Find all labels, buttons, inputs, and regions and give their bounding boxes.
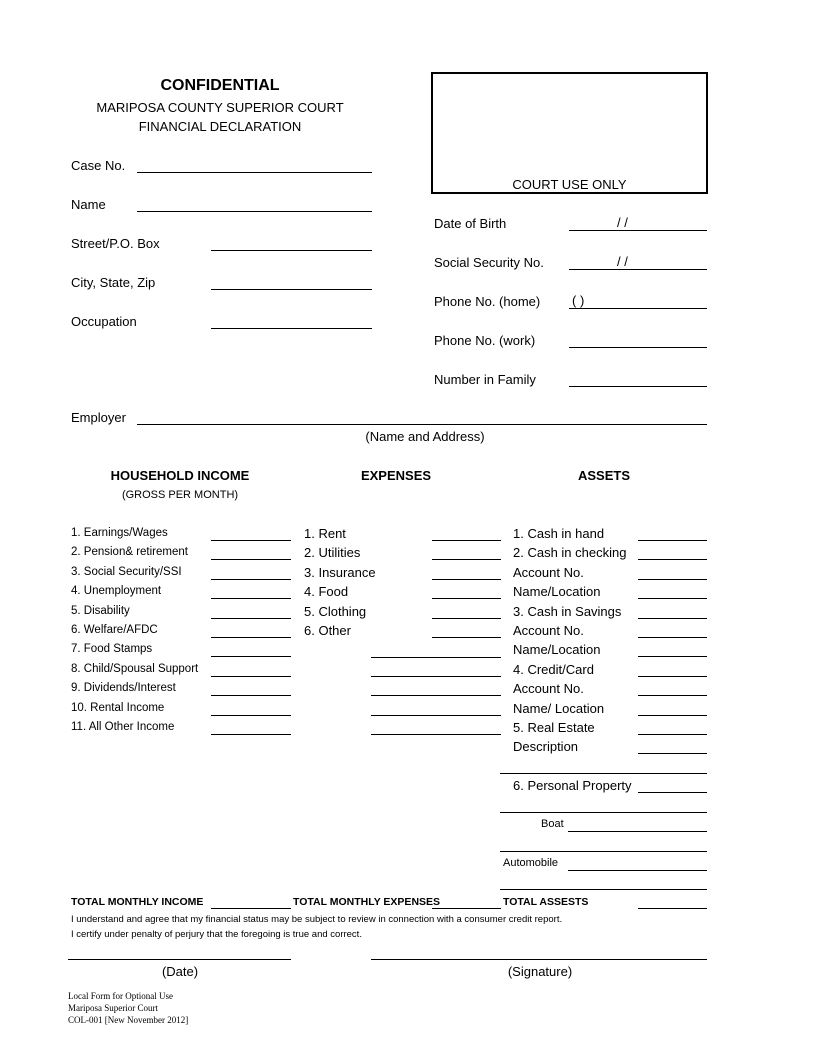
asset-item-field[interactable] (638, 695, 707, 696)
income-item-field[interactable] (211, 695, 291, 696)
total-expenses-label: TOTAL MONTHLY EXPENSES (293, 896, 441, 908)
asset-item-field[interactable] (638, 656, 707, 657)
dob-field[interactable] (569, 230, 707, 231)
assets-heading: ASSETS (577, 468, 630, 483)
boat-label: Boat (541, 818, 564, 830)
signature-field[interactable] (371, 959, 707, 960)
income-item-field[interactable] (211, 540, 291, 541)
asset-item-label: 4. Credit/Card (513, 661, 594, 677)
family-label: Number in Family (434, 372, 536, 387)
court-use-label: COURT USE ONLY (512, 177, 627, 192)
automobile-field[interactable] (568, 870, 707, 871)
expense-item-label: 5. Clothing (304, 603, 367, 619)
income-item-label: 8. Child/Spousal Support (71, 662, 199, 675)
expense-item-field[interactable] (432, 540, 501, 541)
city-label: City, State, Zip (71, 275, 156, 290)
asset-item-field[interactable] (638, 734, 707, 735)
income-item-field[interactable] (211, 579, 291, 580)
asset-item-label: 2. Cash in checking (513, 545, 627, 561)
asset-item-field[interactable] (638, 598, 707, 599)
personal-property-field[interactable] (638, 792, 707, 793)
footer-line-3: COL-001 [New November 2012] (68, 1015, 189, 1025)
phone-home-field[interactable] (569, 308, 707, 309)
personal-property-label: 6. Personal Property (513, 778, 632, 793)
name-label: Name (71, 197, 106, 212)
footer-line-2: Mariposa Superior Court (68, 1003, 158, 1013)
employer-label: Employer (71, 410, 126, 425)
asset-item-field[interactable] (638, 715, 707, 716)
income-heading: HOUSEHOLD INCOME (110, 468, 250, 483)
total-assets-label: TOTAL ASSESTS (503, 896, 589, 908)
case-no-label: Case No. (71, 158, 126, 173)
total-income-label: TOTAL MONTHLY INCOME (71, 896, 204, 908)
asset-item-label: Account No. (513, 623, 584, 638)
date-label: (Date) (161, 964, 199, 979)
employer-sublabel: (Name and Address) (365, 429, 485, 444)
asset-item-label: Account No. (513, 564, 584, 580)
expense-item-label: 2. Utilities (304, 545, 361, 561)
city-field[interactable] (211, 289, 372, 290)
dob-format: / / (617, 215, 628, 230)
income-item-label: 2. Pension& retirement (71, 546, 188, 559)
name-field[interactable] (137, 211, 372, 212)
total-income-field[interactable] (211, 908, 291, 909)
income-item-field[interactable] (211, 715, 291, 716)
expense-item-label: 6. Other (304, 623, 351, 638)
asset-item-field[interactable] (638, 540, 707, 541)
asset-item-field[interactable] (638, 676, 707, 677)
asset-item-field[interactable] (638, 637, 707, 638)
credit-statement: I understand and agree that my financial status may be subject to review in connection with a consumer credit report. (71, 914, 563, 925)
income-item-field[interactable] (211, 637, 291, 638)
income-item-label: 9. Dividends/Interest (71, 682, 176, 695)
income-item-label: 3. Social Security/SSI (71, 565, 182, 578)
perjury-statement: I certify under penalty of perjury that the foregoing is true and correct. (71, 929, 362, 940)
document-title: FINANCIAL DECLARATION (138, 119, 302, 134)
ssn-format: / / (617, 254, 628, 269)
street-label: Street/P.O. Box (71, 236, 160, 251)
expense-item-field[interactable] (432, 579, 501, 580)
income-subheading: (GROSS PER MONTH) (121, 489, 239, 501)
expenses-heading: EXPENSES (360, 468, 432, 483)
expense-item-label: 1. Rent (304, 526, 346, 541)
asset-item-label: Name/ Location (513, 700, 605, 716)
phone-home-format: ( ) (572, 293, 585, 308)
asset-item-label: Description (513, 739, 579, 755)
date-field[interactable] (68, 959, 291, 960)
personal-property-line[interactable] (500, 812, 707, 813)
expense-item-label: 3. Insurance (304, 564, 376, 580)
court-use-box (431, 72, 708, 194)
street-field[interactable] (211, 250, 372, 251)
expense-blank-line[interactable] (371, 715, 501, 716)
signature-label: (Signature) (507, 964, 573, 979)
expense-blank-line[interactable] (371, 657, 501, 658)
total-expenses-field[interactable] (432, 908, 501, 909)
family-field[interactable] (569, 386, 707, 387)
form-footer (68, 990, 188, 1026)
employer-field[interactable] (137, 424, 707, 425)
income-item-field[interactable] (211, 676, 291, 677)
asset-item-field[interactable] (638, 618, 707, 619)
income-item-field[interactable] (211, 734, 291, 735)
income-item-label: 11. All Other Income (71, 721, 175, 733)
income-item-label: 4. Unemployment (71, 585, 162, 598)
phone-home-label: Phone No. (home) (434, 294, 541, 309)
total-assets-field[interactable] (638, 908, 707, 909)
income-item-label: 1. Earnings/Wages (71, 527, 168, 539)
income-item-label: 10. Rental Income (71, 701, 165, 714)
ssn-field[interactable] (569, 269, 707, 270)
income-item-field[interactable] (211, 598, 291, 599)
asset-item-label: 3. Cash in Savings (513, 603, 622, 619)
boat-line[interactable] (500, 851, 707, 852)
case-no-field[interactable] (137, 172, 372, 173)
phone-work-field[interactable] (569, 347, 707, 348)
footer-line-1: Local Form for Optional Use (68, 991, 173, 1001)
phone-work-label: Phone No. (work) (434, 333, 536, 348)
income-item-label: 6. Welfare/AFDC (71, 624, 158, 636)
expense-item-field[interactable] (432, 637, 501, 638)
asset-item-label: Name/Location (513, 584, 601, 600)
occupation-field[interactable] (211, 328, 372, 329)
asset-item-field[interactable] (638, 753, 707, 754)
expense-item-field[interactable] (432, 598, 501, 599)
expense-blank-line[interactable] (371, 676, 501, 677)
income-item-field[interactable] (211, 559, 291, 560)
income-item-label: 5. Disability (71, 604, 130, 617)
dob-label: Date of Birth (434, 216, 507, 231)
income-item-label: 7. Food Stamps (71, 643, 153, 656)
expense-item-field[interactable] (432, 618, 501, 619)
occupation-label: Occupation (71, 314, 137, 329)
expense-blank-line[interactable] (371, 695, 501, 696)
automobile-label: Automobile (503, 857, 559, 869)
asset-item-label: 5. Real Estate (513, 720, 595, 735)
boat-field[interactable] (568, 831, 707, 832)
expense-item-label: 4. Food (304, 584, 349, 600)
asset-item-label: 1. Cash in hand (513, 526, 605, 541)
asset-item-field[interactable] (638, 559, 707, 560)
court-name: MARIPOSA COUNTY SUPERIOR COURT (96, 100, 344, 115)
real-estate-description-line[interactable] (500, 773, 707, 774)
confidential-heading: CONFIDENTIAL (160, 77, 280, 94)
expense-item-field[interactable] (432, 559, 501, 560)
income-item-field[interactable] (211, 656, 291, 657)
automobile-line[interactable] (500, 889, 707, 890)
expense-blank-line[interactable] (371, 734, 501, 735)
income-item-field[interactable] (211, 618, 291, 619)
asset-item-field[interactable] (638, 579, 707, 580)
asset-item-label: Account No. (513, 681, 584, 697)
asset-item-label: Name/Location (513, 642, 601, 658)
ssn-label: Social Security No. (434, 255, 544, 270)
